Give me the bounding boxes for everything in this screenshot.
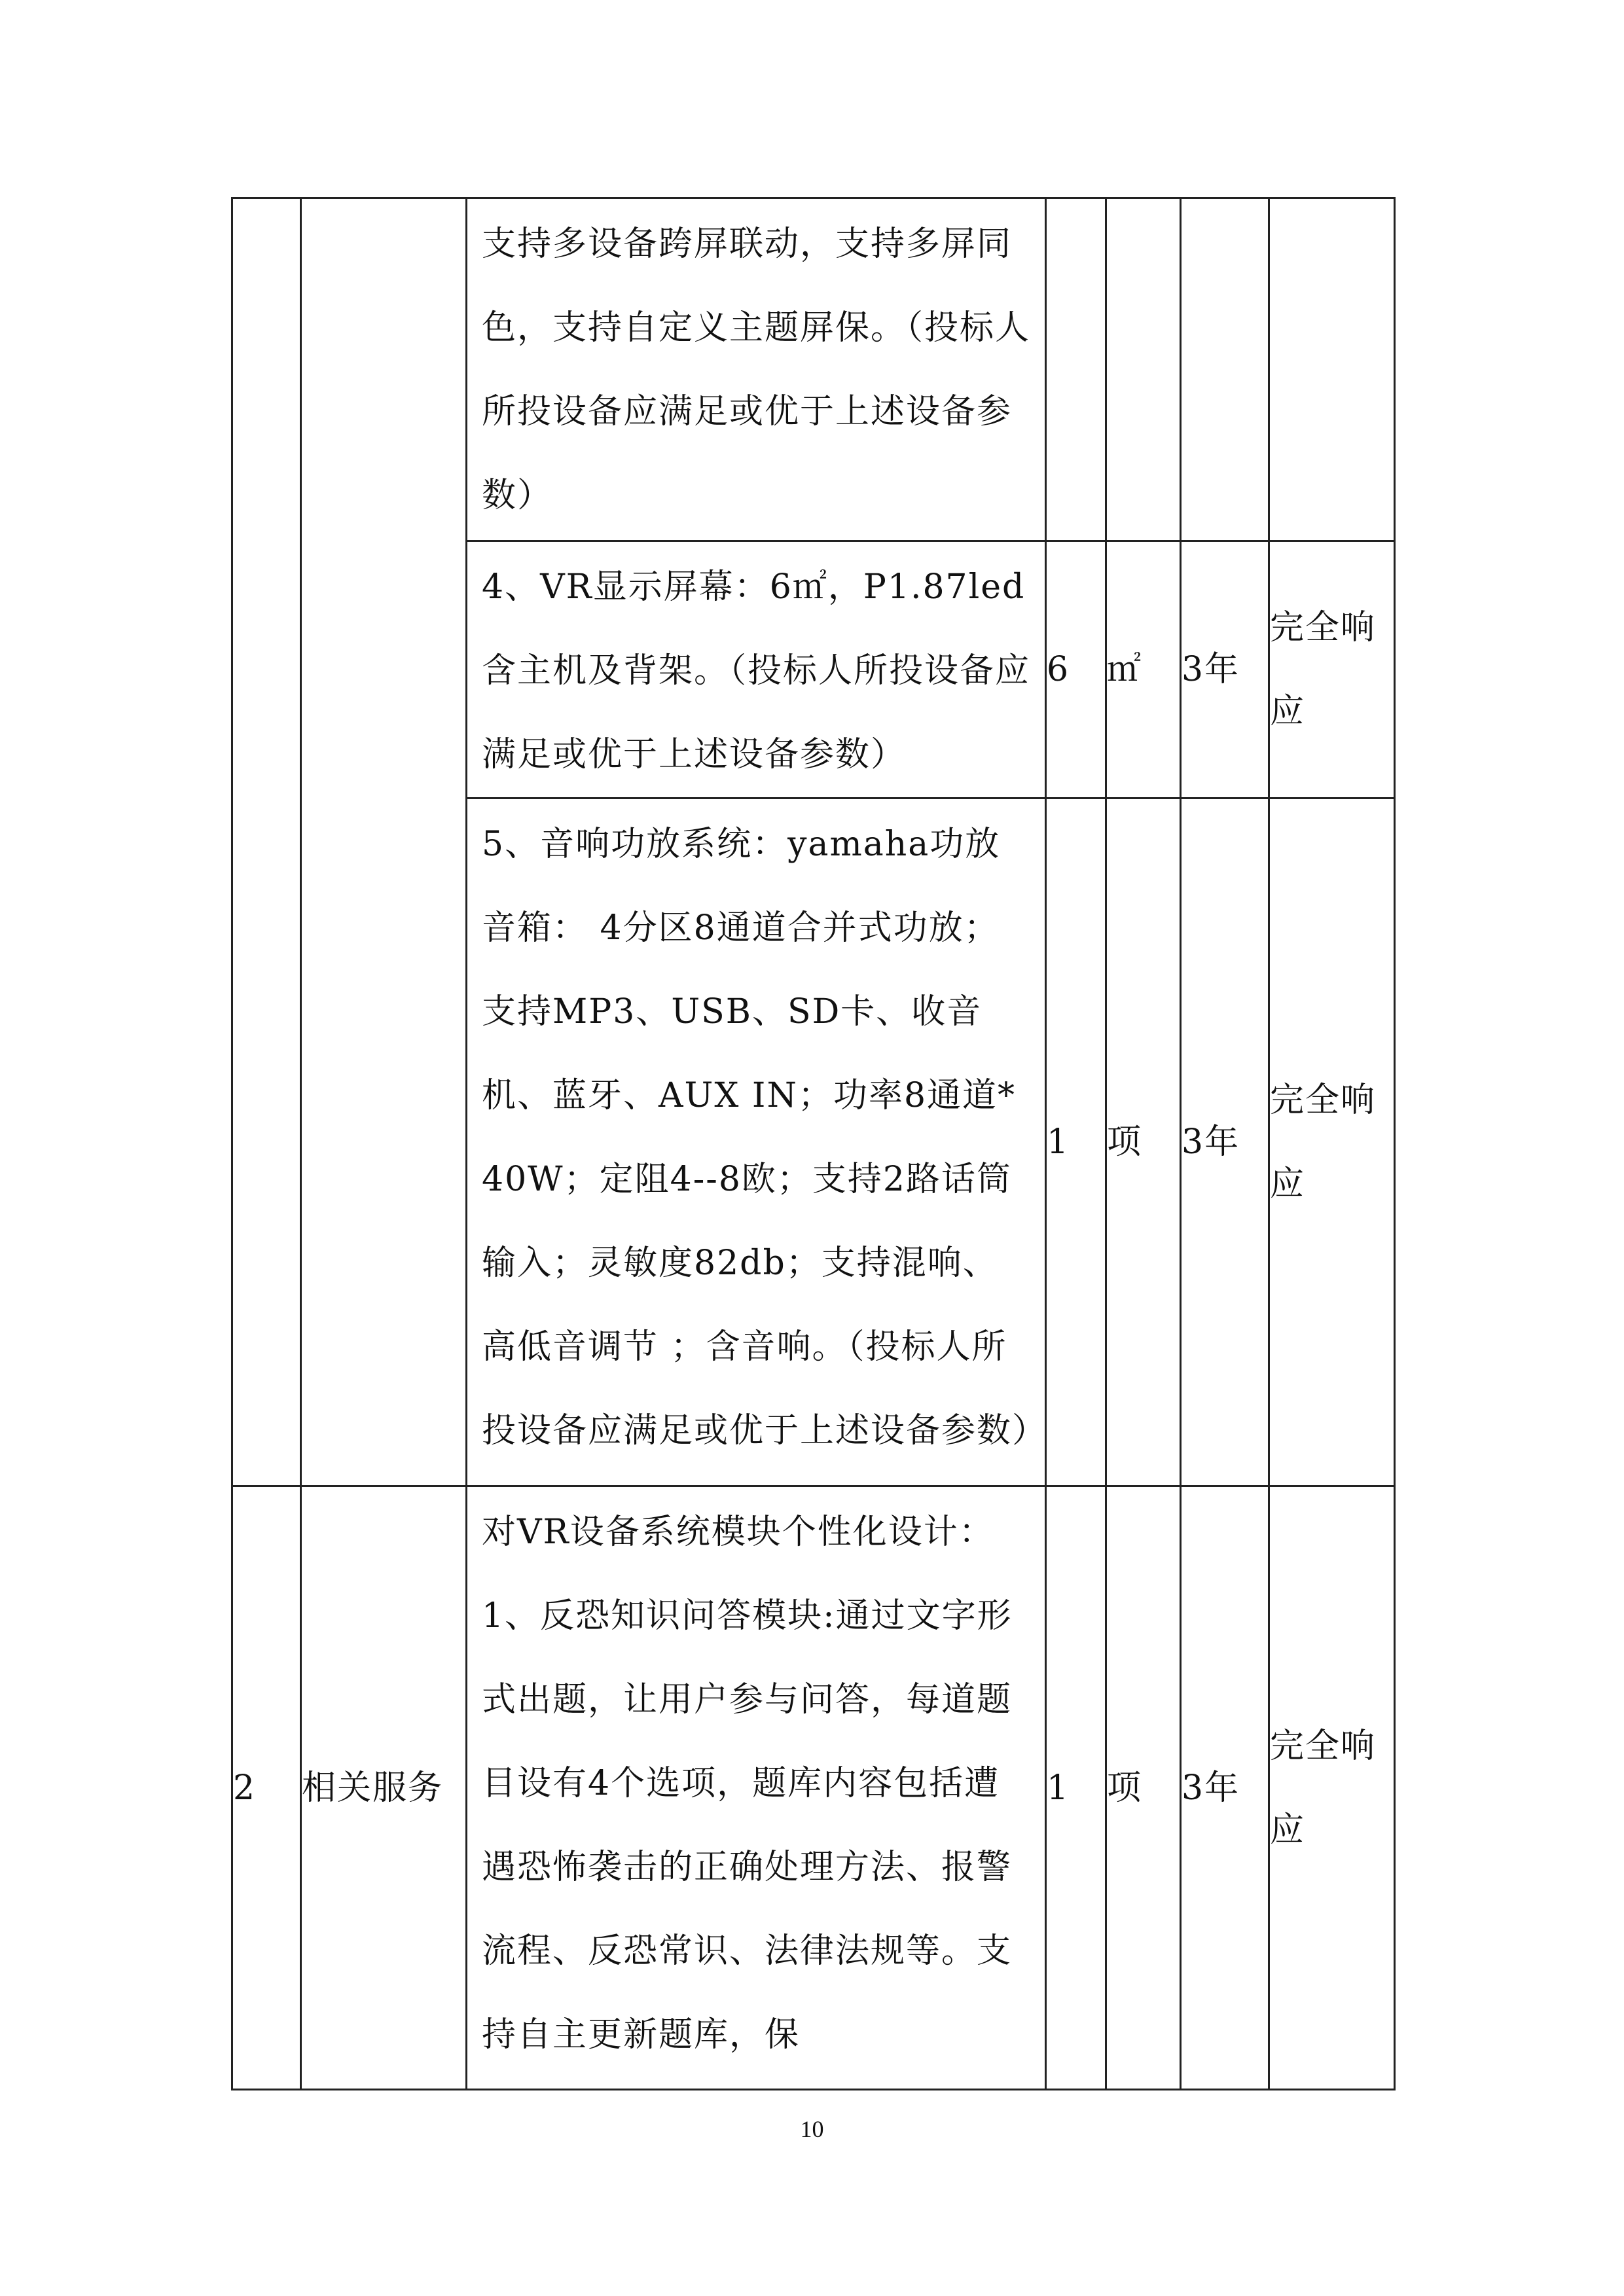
- cell-response: 完全响应: [1269, 541, 1395, 798]
- cell-no: [232, 198, 301, 1486]
- cell-desc: [467, 541, 1046, 798]
- spec-table: [231, 197, 1396, 2090]
- cell-desc: [467, 798, 1046, 1486]
- cell-unit: ㎡: [1106, 541, 1181, 798]
- page-number: 10: [800, 2116, 824, 2142]
- table-row: [232, 198, 1395, 541]
- cell-name: 相关服务: [301, 1486, 467, 2090]
- desc-text: 4、VR显示屏幕：6㎡，P1.87led含主机及背架。（投标人所投设备应满足或优于上述设备参数）: [482, 567, 1031, 774]
- table-row: [232, 1486, 1395, 2090]
- cell-response: 完全响应: [1269, 1486, 1395, 2090]
- cell-unit: 项: [1106, 1486, 1181, 2090]
- cell-warranty: 3年: [1181, 1486, 1269, 2090]
- cell-qty: 1: [1046, 798, 1106, 1486]
- cell-qty: 1: [1046, 1486, 1106, 2090]
- cell-warranty: 3年: [1181, 798, 1269, 1486]
- cell-name: [301, 198, 467, 1486]
- cell-response: [1269, 198, 1395, 541]
- cell-response: 完全响应: [1269, 798, 1395, 1486]
- cell-qty: 6: [1046, 541, 1106, 798]
- desc-text: 对VR设备系统模块个性化设计：1、反恐知识问答模块:通过文字形式出题，让用户参与问答，每道题目设有4个选项，题库内容包括遭遇恐怖袭击的正确处理方法、报警流程、反恐常识、法律法规等。支持自主更新题库，保: [482, 1513, 1013, 2054]
- cell-desc: [467, 1486, 1046, 2090]
- cell-warranty: 3年: [1181, 541, 1269, 798]
- cell-unit: 项: [1106, 798, 1181, 1486]
- desc-text: 5、音响功放系统：yamaha功放音箱： 4分区8通道合并式功放；支持MP3、USB、SD卡、收音机、蓝牙、AUX IN；功率8通道*40W；定阻4--8欧；支持2路话筒输入；灵敏度82db；支持混响、高低音调节 ；含音响。（投标人所投设备应满足或优于上述设备参数）: [482, 825, 1048, 1450]
- cell-no: 2: [232, 1486, 301, 2090]
- cell-warranty: [1181, 198, 1269, 541]
- cell-qty: [1046, 198, 1106, 541]
- desc-text: 支持多设备跨屏联动，支持多屏同色，支持自定义主题屏保。（投标人所投设备应满足或优于上述设备参数）: [482, 224, 1031, 515]
- cell-desc: [467, 198, 1046, 541]
- cell-unit: [1106, 198, 1181, 541]
